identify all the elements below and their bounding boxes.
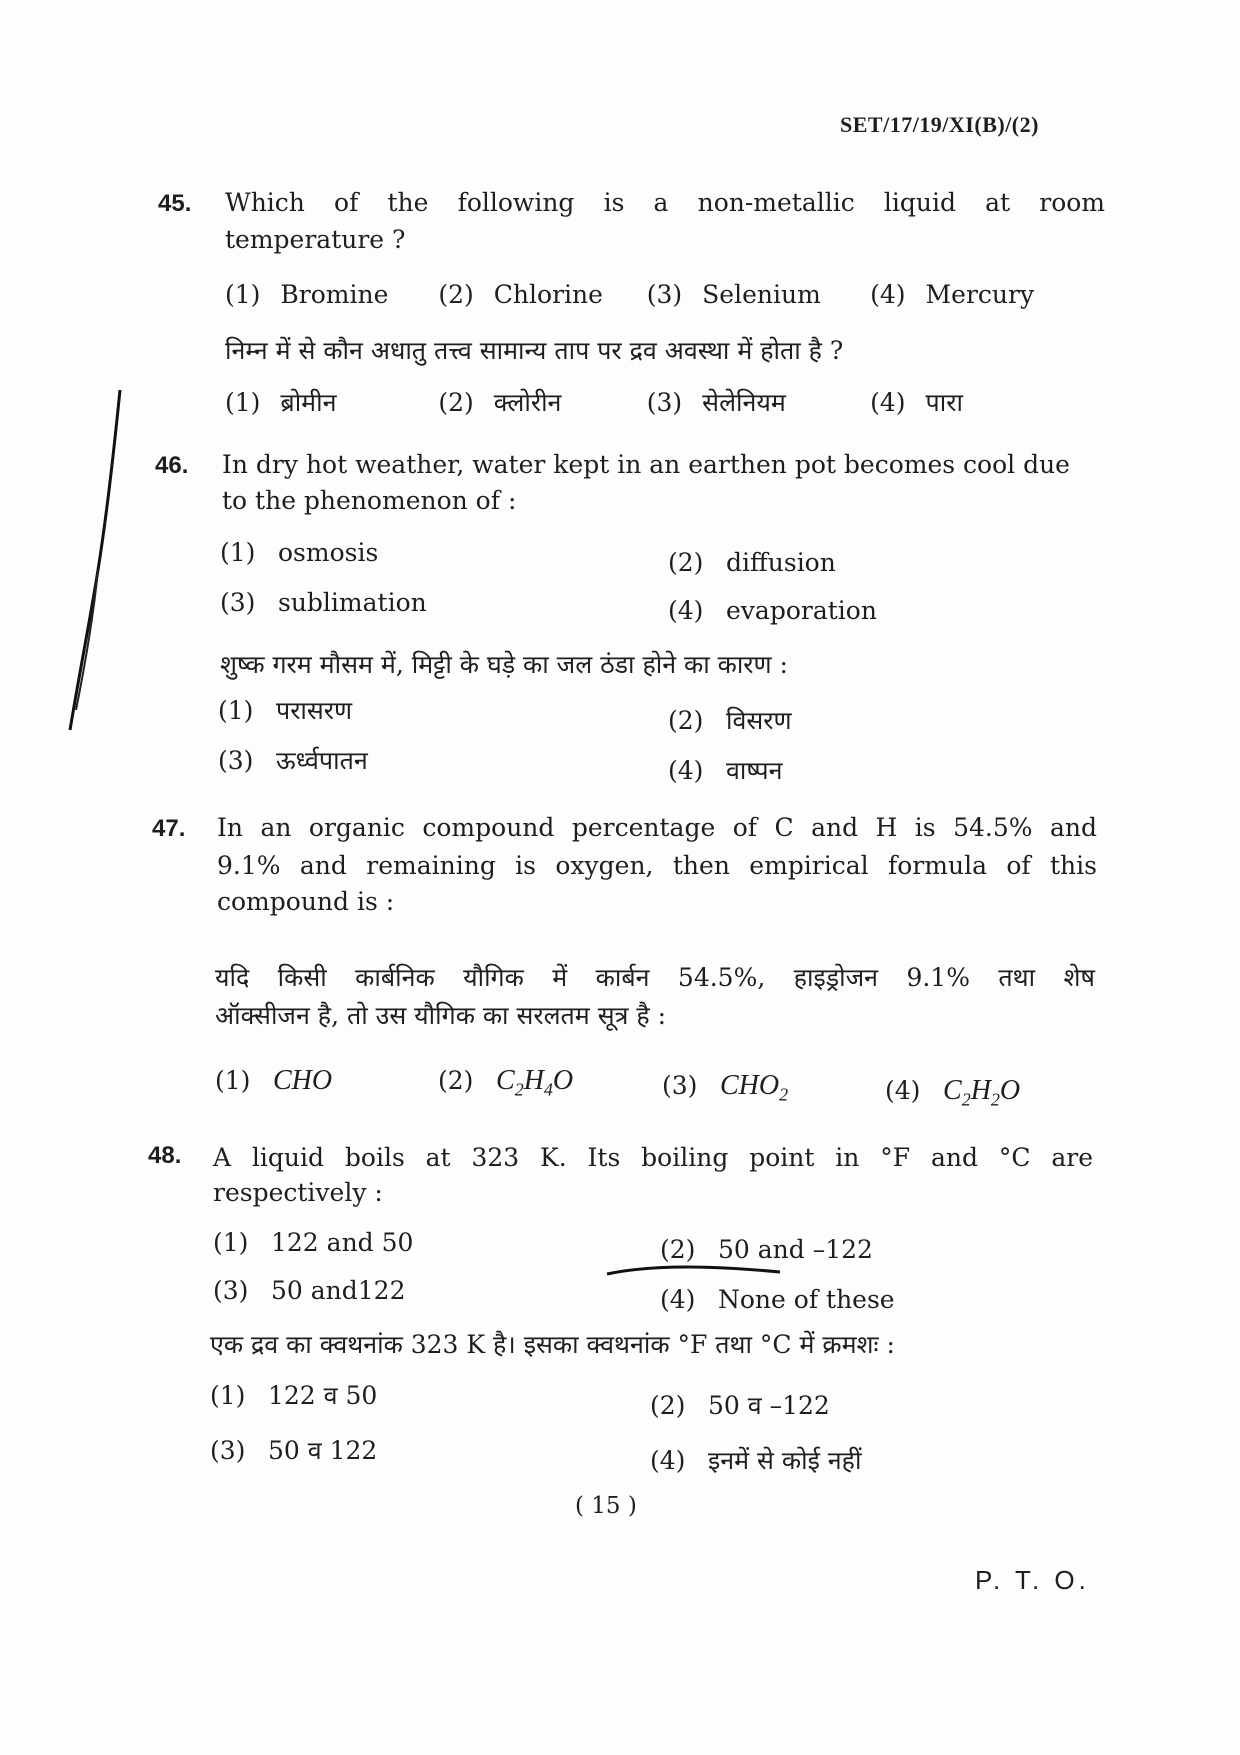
option-number: (3) <box>646 280 683 309</box>
formula-option-1 <box>215 1065 332 1097</box>
option-number: (2) <box>668 706 704 735</box>
option-text: Selenium <box>702 280 821 309</box>
option-number: (2) <box>660 1235 696 1264</box>
option-number: (4) <box>668 756 704 785</box>
option-number: (3) <box>213 1276 249 1305</box>
option-text: 122 and 50 <box>271 1228 414 1257</box>
option-number: (3) <box>218 746 254 775</box>
question-number: 48. <box>148 1142 182 1169</box>
option-number: (1) <box>225 388 261 417</box>
pto-label: P. T. O. <box>975 1565 1090 1595</box>
option-text: परासरण <box>276 696 353 725</box>
option-text: 50 and122 <box>271 1276 406 1305</box>
option-formula: CHO <box>273 1065 333 1096</box>
option-2-hi <box>650 1388 830 1422</box>
question-text-hi: एक द्रव का क्वथनांक 323 K है। इसका क्वथनांक °F तथा °C में क्रमशः : <box>210 1330 895 1359</box>
option-3-en <box>213 1276 406 1305</box>
question-text-hi: यदि किसी कार्बनिक यौगिक में कार्बन 54.5%, हाइड्रोजन 9.1% तथा शेष <box>215 963 1095 992</box>
page-number: ( 15 ) <box>575 1493 637 1519</box>
option-number: (1) <box>213 1228 249 1257</box>
option-3-hi <box>210 1433 377 1467</box>
option-number: (4) <box>885 1076 921 1105</box>
question-number: 45. <box>158 190 192 217</box>
option-1-hi <box>218 693 352 727</box>
set-code: SET/17/19/XI(B)/(2) <box>840 112 1039 137</box>
option-number: (2) <box>650 1391 686 1420</box>
option-number: (4) <box>870 388 906 417</box>
option-number: (2) <box>438 388 474 417</box>
option-formula: $CHO_2$ <box>720 1070 789 1105</box>
option-text: पारा <box>925 388 963 417</box>
question-text-en: to the phenomenon of : <box>222 486 517 515</box>
option-row-hi <box>225 385 963 419</box>
option-text: diffusion <box>726 548 836 577</box>
option-2-en <box>660 1235 873 1264</box>
formula-option-2 <box>438 1065 573 1101</box>
option-number: (1) <box>218 696 254 725</box>
question-text-en: 9.1% and remaining is oxygen, then empirical formula of this <box>217 851 1097 880</box>
option-text: ब्रोमीन <box>280 388 337 417</box>
option-number: (3) <box>662 1071 698 1100</box>
option-number: (1) <box>215 1066 251 1095</box>
option-3-en <box>220 588 427 617</box>
question-number: 46. <box>155 452 189 479</box>
option-number: (4) <box>650 1446 686 1475</box>
question-text-en: Which of the following is a non-metallic liquid at room <box>225 188 1105 217</box>
option-text: Chlorine <box>493 280 603 309</box>
option-text: Mercury <box>925 280 1035 309</box>
option-number: (3) <box>210 1436 246 1465</box>
option-text: क्लोरीन <box>493 388 562 417</box>
option-formula: $C_2H_4O$ <box>496 1065 574 1100</box>
option-number: (2) <box>438 1066 474 1095</box>
option-text: इनमें से कोई नहीं <box>708 1446 862 1475</box>
option-text: Bromine <box>280 280 389 309</box>
option-text: 50 व –122 <box>708 1391 830 1420</box>
option-number: (3) <box>646 388 683 417</box>
option-number: (3) <box>220 588 256 617</box>
formula-option-3 <box>662 1070 788 1106</box>
option-text: वाष्पन <box>726 756 783 785</box>
option-text: 50 and –122 <box>718 1235 873 1264</box>
question-text-en: In an organic compound percentage of C and H is 54.5% and <box>217 813 1097 842</box>
option-4-hi <box>668 753 783 787</box>
option-1-en <box>213 1228 413 1257</box>
option-text: 50 व 122 <box>268 1436 378 1465</box>
option-text: 122 व 50 <box>268 1381 378 1410</box>
option-3-hi <box>218 743 368 777</box>
option-number: (4) <box>668 596 704 625</box>
option-text: sublimation <box>278 588 427 617</box>
option-text: osmosis <box>278 538 379 567</box>
option-1-en <box>220 538 378 567</box>
option-4-en <box>660 1285 895 1314</box>
question-number: 47. <box>152 815 186 842</box>
option-number: (4) <box>870 280 906 309</box>
option-4-hi <box>650 1443 861 1477</box>
option-number: (1) <box>210 1381 246 1410</box>
pen-underline-mark <box>605 1262 785 1282</box>
formula-option-4 <box>885 1075 1020 1111</box>
question-text-en: temperature ? <box>225 225 406 254</box>
question-text-en: A liquid boils at 323 K. Its boiling point in °F and °C are <box>213 1143 1093 1172</box>
question-text-en: respectively : <box>213 1178 383 1207</box>
question-text-en: In dry hot weather, water kept in an earthen pot becomes cool due <box>222 450 1070 479</box>
margin-pen-mark <box>28 380 128 740</box>
question-text-hi: निम्न में से कौन अधातु तत्त्व सामान्य ताप पर द्रव अवस्था में होता है ? <box>225 336 844 365</box>
option-text: ऊर्ध्वपातन <box>276 746 368 775</box>
option-text: evaporation <box>726 596 877 625</box>
option-number: (1) <box>225 280 261 309</box>
option-number: (2) <box>668 548 704 577</box>
option-2-en <box>668 548 836 577</box>
option-row-en <box>225 280 1034 309</box>
option-number: (2) <box>438 280 474 309</box>
option-text: विसरण <box>726 706 792 735</box>
option-formula: $C_2H_2O$ <box>943 1075 1021 1110</box>
question-text-hi: शुष्क गरम मौसम में, मिट्टी के घड़े का जल ठंडा होने का कारण : <box>220 650 788 679</box>
option-4-en <box>668 596 877 625</box>
question-text-en: compound is : <box>217 887 395 916</box>
question-text-hi: ऑक्सीजन है, तो उस यौगिक का सरलतम सूत्र है : <box>215 1001 666 1030</box>
option-2-hi <box>668 703 792 737</box>
option-number: (1) <box>220 538 256 567</box>
option-text: None of these <box>718 1285 895 1314</box>
option-text: सेलेनियम <box>702 388 786 417</box>
option-number: (4) <box>660 1285 696 1314</box>
option-1-hi <box>210 1378 377 1412</box>
